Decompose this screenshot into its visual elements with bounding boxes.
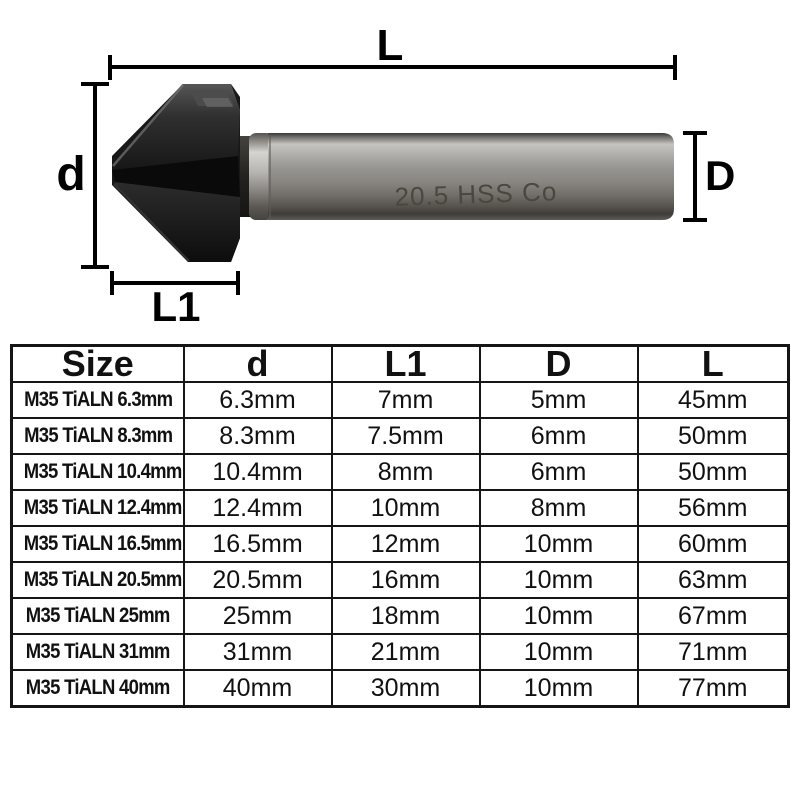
size-text: M35 TiALN 12.4mm [23,496,182,519]
cell-l1: 8mm [332,454,480,490]
size-text: M35 TiALN 25mm [25,604,170,627]
cell-D: 10mm [480,562,638,598]
cell-size [12,418,184,454]
size-text: M35 TiALN 20.5mm [23,568,182,591]
col-header-l1: L1 [332,346,480,383]
cell-l1: 21mm [332,634,480,670]
col-header-D: D [480,346,638,383]
table-row [12,526,789,562]
size-text: M35 TiALN 6.3mm [23,388,172,411]
col-header-d: d [184,346,332,383]
cell-D: 10mm [480,526,638,562]
cell-D: 8mm [480,490,638,526]
cell-l1: 10mm [332,490,480,526]
label-L: L [376,21,404,70]
cell-L: 71mm [638,634,789,670]
table-row [12,562,789,598]
size-text: M35 TiALN 40mm [25,676,170,699]
table-header-row [12,346,789,383]
cell-D: 5mm [480,382,638,418]
cell-L: 50mm [638,454,789,490]
cell-d: 10.4mm [184,454,332,490]
col-header-size: Size [12,346,184,383]
col-header-L: L [638,346,789,383]
cell-d: 25mm [184,598,332,634]
dimension-head-length [112,271,238,330]
cell-D: 6mm [480,418,638,454]
table-row [12,382,789,418]
label-D: D [705,152,736,199]
countersink-diagram [0,0,800,340]
table-row [12,454,789,490]
cell-d: 31mm [184,634,332,670]
cell-size [12,598,184,634]
cell-L: 77mm [638,670,789,707]
shank-marking-text: 20.5 HSS Co [394,176,558,212]
cell-size [12,490,184,526]
dimension-head-diameter [56,84,109,267]
size-text: M35 TiALN 10.4mm [23,460,182,483]
cell-size [12,382,184,418]
cell-L: 56mm [638,490,789,526]
spec-table [10,344,790,708]
bit-head-top-glint [202,98,233,107]
cell-d: 16.5mm [184,526,332,562]
table-row [12,598,789,634]
cell-l1: 12mm [332,526,480,562]
table-row [12,670,789,707]
label-L1: L1 [151,283,201,330]
size-text: M35 TiALN 8.3mm [23,424,172,447]
cell-L: 67mm [638,598,789,634]
cell-size [12,526,184,562]
cell-L: 60mm [638,526,789,562]
label-d: d [56,148,86,201]
cell-d: 40mm [184,670,332,707]
cell-L: 50mm [638,418,789,454]
cell-d: 12.4mm [184,490,332,526]
cell-size [12,634,184,670]
size-text: M35 TiALN 31mm [25,640,170,663]
cell-l1: 16mm [332,562,480,598]
cell-size [12,562,184,598]
dimension-shank-diameter [683,133,735,220]
cell-l1: 30mm [332,670,480,707]
cell-D: 10mm [480,670,638,707]
cell-D: 10mm [480,634,638,670]
cell-size [12,454,184,490]
cell-L: 45mm [638,382,789,418]
cell-l1: 7.5mm [332,418,480,454]
cell-d: 8.3mm [184,418,332,454]
table-row [12,634,789,670]
cell-l1: 7mm [332,382,480,418]
cell-size [12,670,184,707]
cell-d: 6.3mm [184,382,332,418]
size-text: M35 TiALN 16.5mm [23,532,182,555]
cell-D: 10mm [480,598,638,634]
dimension-overall-length [110,21,675,80]
cell-l1: 18mm [332,598,480,634]
cell-d: 20.5mm [184,562,332,598]
table-row [12,418,789,454]
cell-D: 6mm [480,454,638,490]
countersink-bit-photo [112,84,674,262]
cell-L: 63mm [638,562,789,598]
table-row [12,490,789,526]
